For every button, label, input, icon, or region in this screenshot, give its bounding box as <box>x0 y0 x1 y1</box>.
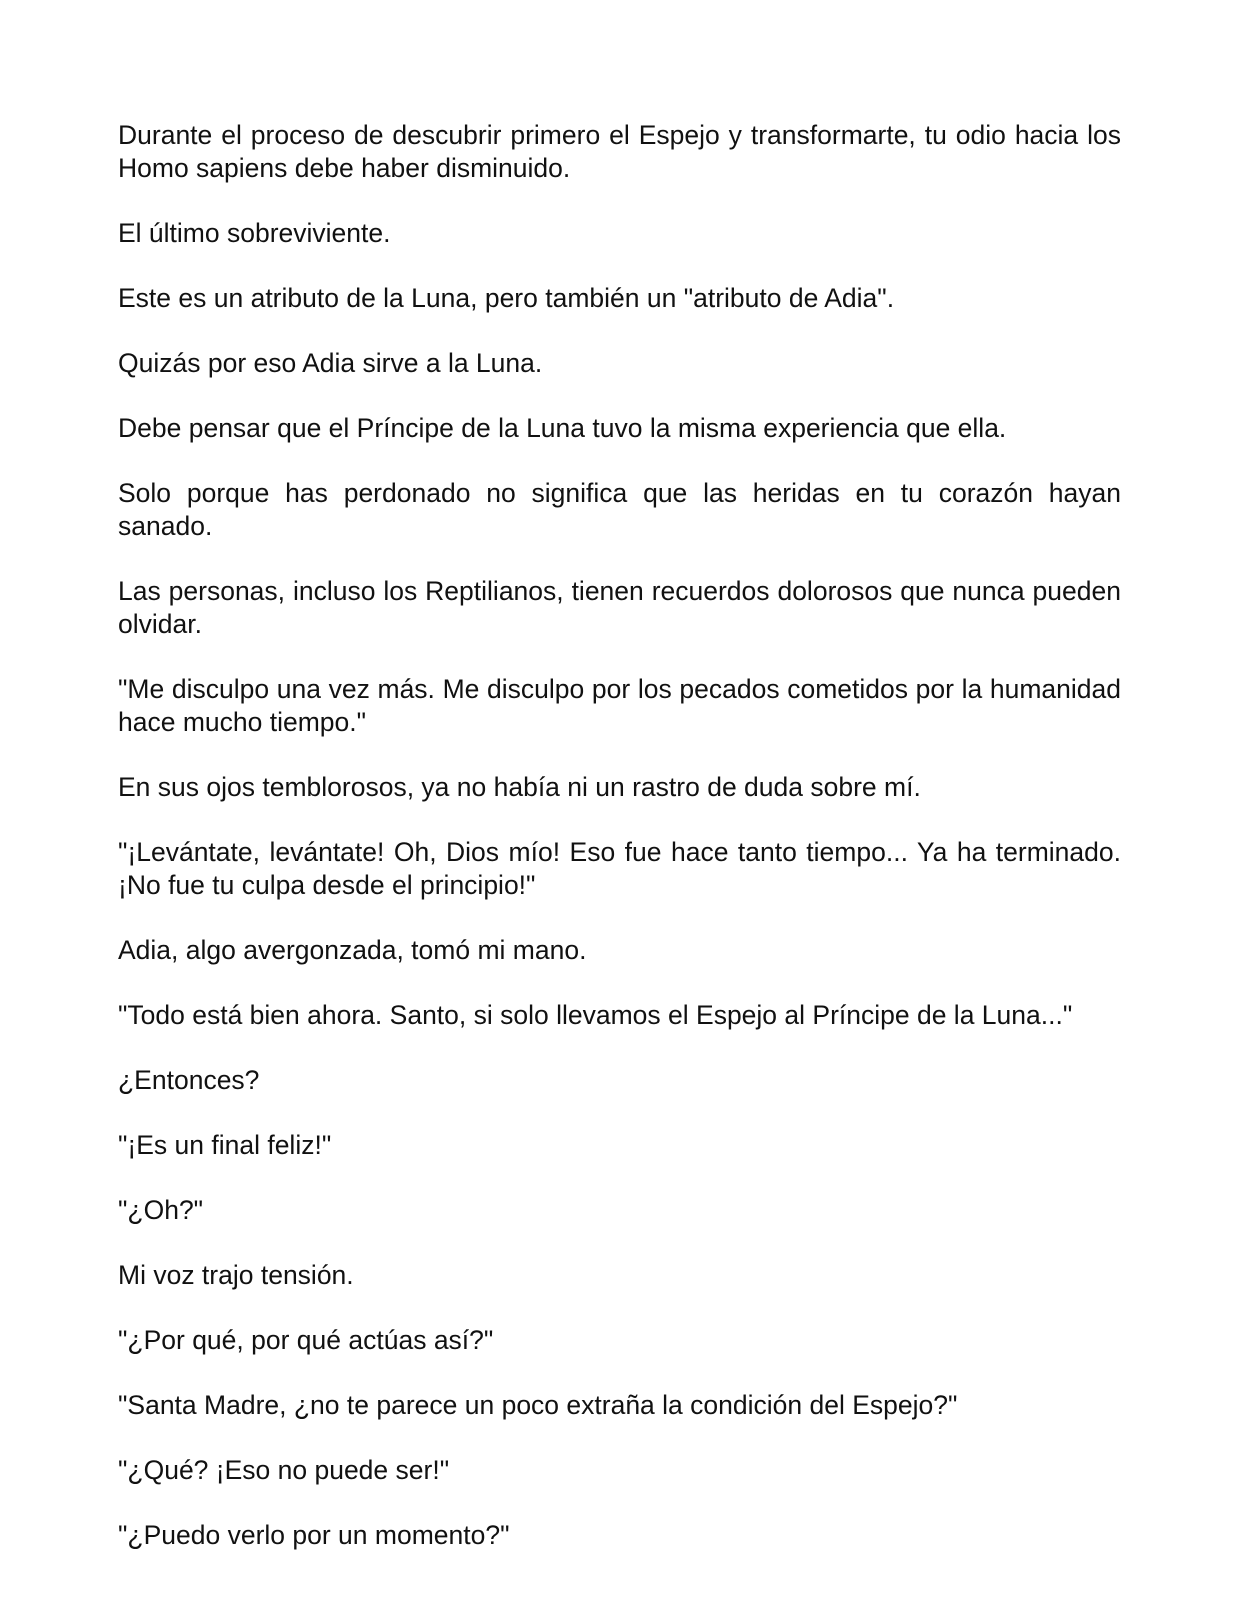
paragraph: Adia, algo avergonzada, tomó mi mano. <box>118 935 587 965</box>
paragraph: "¡Es un final feliz!" <box>118 1130 332 1160</box>
paragraph: El último sobreviviente. <box>118 218 391 248</box>
paragraph: Debe pensar que el Príncipe de la Luna tuvo la misma experiencia que ella. <box>118 413 1007 443</box>
paragraph: "Santa Madre, ¿no te parece un poco extraña la condición del Espejo?" <box>118 1390 958 1420</box>
paragraph: Este es un atributo de la Luna, pero también un "atributo de Adia". <box>118 283 895 313</box>
paragraph: "Me disculpo una vez más. Me disculpo por los pecados cometidos por la humanidad hace mucho tiempo." <box>118 674 1121 737</box>
document-body <box>118 119 1121 1584</box>
paragraph: "¿Puedo verlo por un momento?" <box>118 1520 510 1550</box>
paragraph: "¿Qué? ¡Eso no puede ser!" <box>118 1455 450 1485</box>
paragraph: Mi voz trajo tensión. <box>118 1260 354 1290</box>
paragraph: "¡Levántate, levántate! Oh, Dios mío! Eso fue hace tanto tiempo... Ya ha terminado. ¡No fue tu culpa desde el principio!" <box>118 837 1121 900</box>
paragraph: Solo porque has perdonado no significa que las heridas en tu corazón hayan sanado. <box>118 478 1121 541</box>
paragraph: ¿Entonces? <box>118 1065 260 1095</box>
paragraph: "Todo está bien ahora. Santo, si solo llevamos el Espejo al Príncipe de la Luna..." <box>118 1000 1073 1030</box>
paragraph: Quizás por eso Adia sirve a la Luna. <box>118 348 543 378</box>
paragraph: Las personas, incluso los Reptilianos, tienen recuerdos dolorosos que nunca pueden olvidar. <box>118 576 1121 639</box>
paragraph: "¿Oh?" <box>118 1195 204 1225</box>
paragraph: "¿Por qué, por qué actúas así?" <box>118 1325 494 1355</box>
paragraph: En sus ojos temblorosos, ya no había ni un rastro de duda sobre mí. <box>118 772 921 802</box>
paragraph: Durante el proceso de descubrir primero el Espejo y transformarte, tu odio hacia los Homo sapiens debe haber disminuido. <box>118 120 1121 183</box>
